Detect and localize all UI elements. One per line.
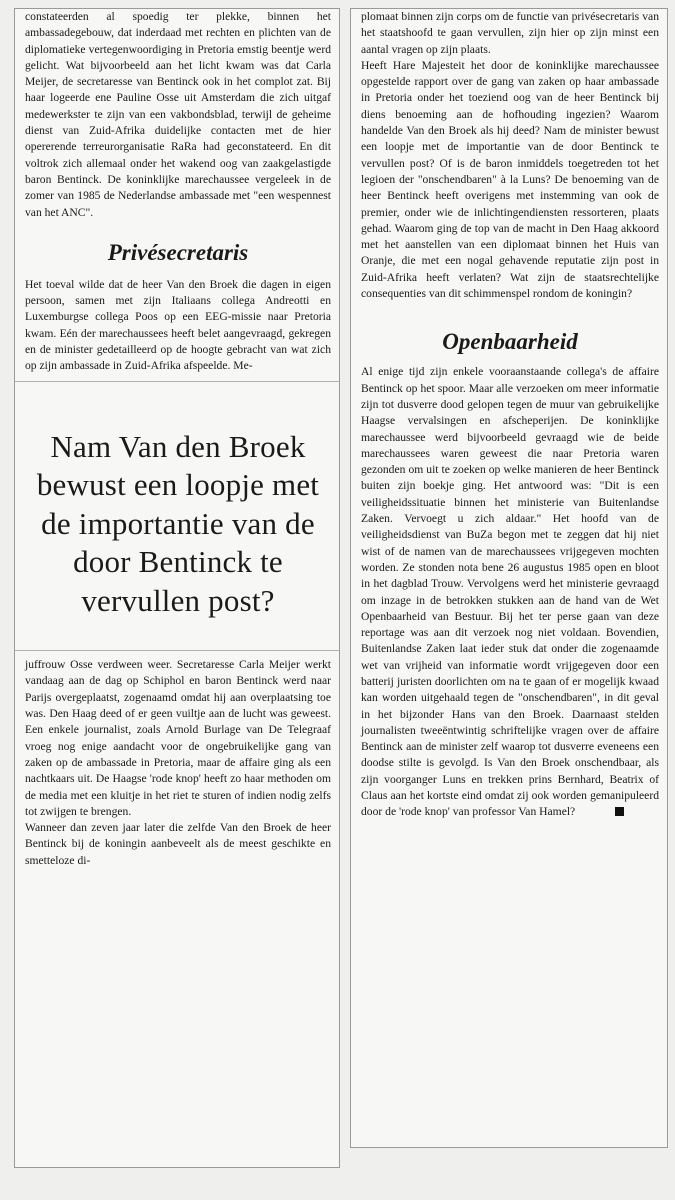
left-paragraph-2: Het toeval wilde dat de heer Van den Broek die dagen in eigen persoon, samen met zijn Italiaans collega Andreotti en Luxemburgse collega Poos op een EEG-missie naar Pretoria kwam. Eén der marechaussees heeft belet aangevraagd, gekregen en de minister gedetailleerd op de hoogte gebracht van wat zich op zijn ambassade in Zuid-Afrika afspeelde. Me- bbox=[25, 277, 331, 373]
heading-privesecretaris: Privésecretaris bbox=[107, 239, 249, 265]
right-paragraph-1: plomaat binnen zijn corps om de functie van privésecretaris van het staatshoofd te gaan vervullen, zijn hier op zijn minst een aantal vragen op zijn plaats. bbox=[361, 10, 659, 56]
left-paragraph-4: Wanneer dan zeven jaar later die zelfde Van den Broek de heer Bentinck bij de koningin aanbeveelt als de meest geschikte en smetteloze di- bbox=[25, 821, 331, 867]
end-of-article-mark bbox=[615, 807, 624, 816]
right-paragraph-2: Heeft Hare Majesteit het door de koninklijke marechaussee opgestelde rapport over de gang van zaken op haar ambassade in Pretoria onder het toeziend oog van de heer Bentinck bij diens benoeming aan de hofhouding ingezien? Waarom handelde Van den Broek als hij deed? Nam de minister bewust een loopje met de importantie van de door Bentinck te vervullen post? Of is de baron inmiddels toegetreden tot het legioen der "onschendbaren" à la Luns? De benoeming van de heer Bentinck heeft overigens met instemming van ook de premier, onder wie de inlichtingendiensten ressorteren, plaats gehad. Waarom ging de top van de macht in Den Haag akkoord met het aanstellen van een diplomaat binnen het Huis van Oranje, die met een nogal gehavende reputatie zijn post in Zuid-Afrika heeft verlaten? Wat zijn de staatsrechtelijke consequenties van dit schimmenspel rondom de koningin? bbox=[361, 58, 659, 301]
left-paragraph-1: constateerden al spoedig ter plekke, binnen het ambassadegebouw, dat inderdaad met rechten en plichten van de diplomatieke vertegenwoordiging in Pretoria emstig beentje werd gelicht. Wat bijvoorbeeld aan het licht kwam was dat Carla Meijer, de secretaresse van Bentinck ook in het complot zat. Bij haar logeerde ene Pauline Osse uit Amsterdam die zich uitgaf medewerkster te zijn van een vakbondsblad, terwijl de geheime dienst van Zuid-Afrika duidelijke contacten met de hier opererende terreurorganisatie RaRa had geconstateerd. En dit voltrok zich allemaal onder het wakend oog van zaakgelastigde baron Bentinck. De koninklijke marechaussee vergeleek in de zomer van 1985 de Nederlandse ambassade met "een wespennest van het ANC". bbox=[25, 10, 331, 219]
heading-openbaarheid: Openbaarheid bbox=[442, 329, 578, 355]
right-paragraph-3-text: Al enige tijd zijn enkele vooraanstaande collega's de affaire Bentinck op het spoor. Maar alle verzoeken om meer informatie zijn tot dusverre dood gelopen tegen de muur van gebruikelijke Haagse vervalsingen en afscheperijen. De koninklijke marechaussee werd bijvoorbeeld gevraagd wie de beide marechaussees waren geweest die naar Pretoria waren gezonden om uit te zoeken op welke manieren de heer Bentinck buiten zijn boekje ging. Het antwoord was: "Dit is een veiligheidssituatie binnen het ministerie van Buitenlandse Zaken. Vervoegt u zich aldaar." Het hoofd van de veiligheidsdienst van BuZa begon met te zeggen dat hij niet wist of de namen van de marechaussees vrijgegeven mochten worden. Ze stonden nota bene 26 augustus 1985 open en bloot in het dagblad Trouw. Vervolgens werd het ministerie gevraagd om inzage in de betrokken stukken aan de hand van de Wet Openbaarheid van Bestuur. Bij het ter perse gaan van deze reportage was aan dit verzoek nog niet voldaan. Bovendien, Buitenlandse Zaken laat ieder stuk dat onder die zogenaamde wet van vrijheid van informatie wordt vrijgegeven door een batterij juristen doorlichten om na te gaan of er mogelijk kwaad kan worden uitgehaald tegen de "onschendbaren", in dit geval in het bijzonder Hans van den Broek. Daarnaast stelden journalisten tweeëntwintig schriftelijke vragen over de affaire Bentinck aan de minister zelf waarop tot dusverre eveneens een doodse stilte is gevolgd. Is Van den Broek onschendbaar, als zijn voorganger Luns en trekken prins Bernhard, Beatrix of Claus aan het kortste eind omdat zij ook worden gemanipuleerd door de 'rode knop' van professor Van Hamel? bbox=[361, 365, 659, 819]
right-paragraph-3 bbox=[361, 364, 659, 820]
pull-quote: Nam Van den Broek bewust een loopje met de importantie van de door Bentinck te vervullen post? bbox=[36, 428, 320, 618]
left-paragraph-3: juffrouw Osse verdween weer. Secretaresse Carla Meijer werkt vandaag aan de dag op Schiphol en baron Bentinck werd naar Parijs overgeplaatst, zogenaamd omdat hij aan overplaatsing toe was. Den Haag deed of er geen vuiltje aan de lucht was geweest. Een enkele journalist, zoals Arnold Burlage van De Telegraaf vroeg nog enige aandacht voor de ongebruikelijke gang van zaken op de ambassade in Pretoria, maar de affaire ging als een nachtkaars uit. De Haagse 'rode knop' heeft zo haar methoden om de media met een kluitje in het riet te sturen of indien nodig zelfs tot zwijgen te brengen. bbox=[25, 658, 331, 818]
right-column bbox=[350, 8, 668, 1148]
left-column bbox=[14, 8, 340, 1168]
